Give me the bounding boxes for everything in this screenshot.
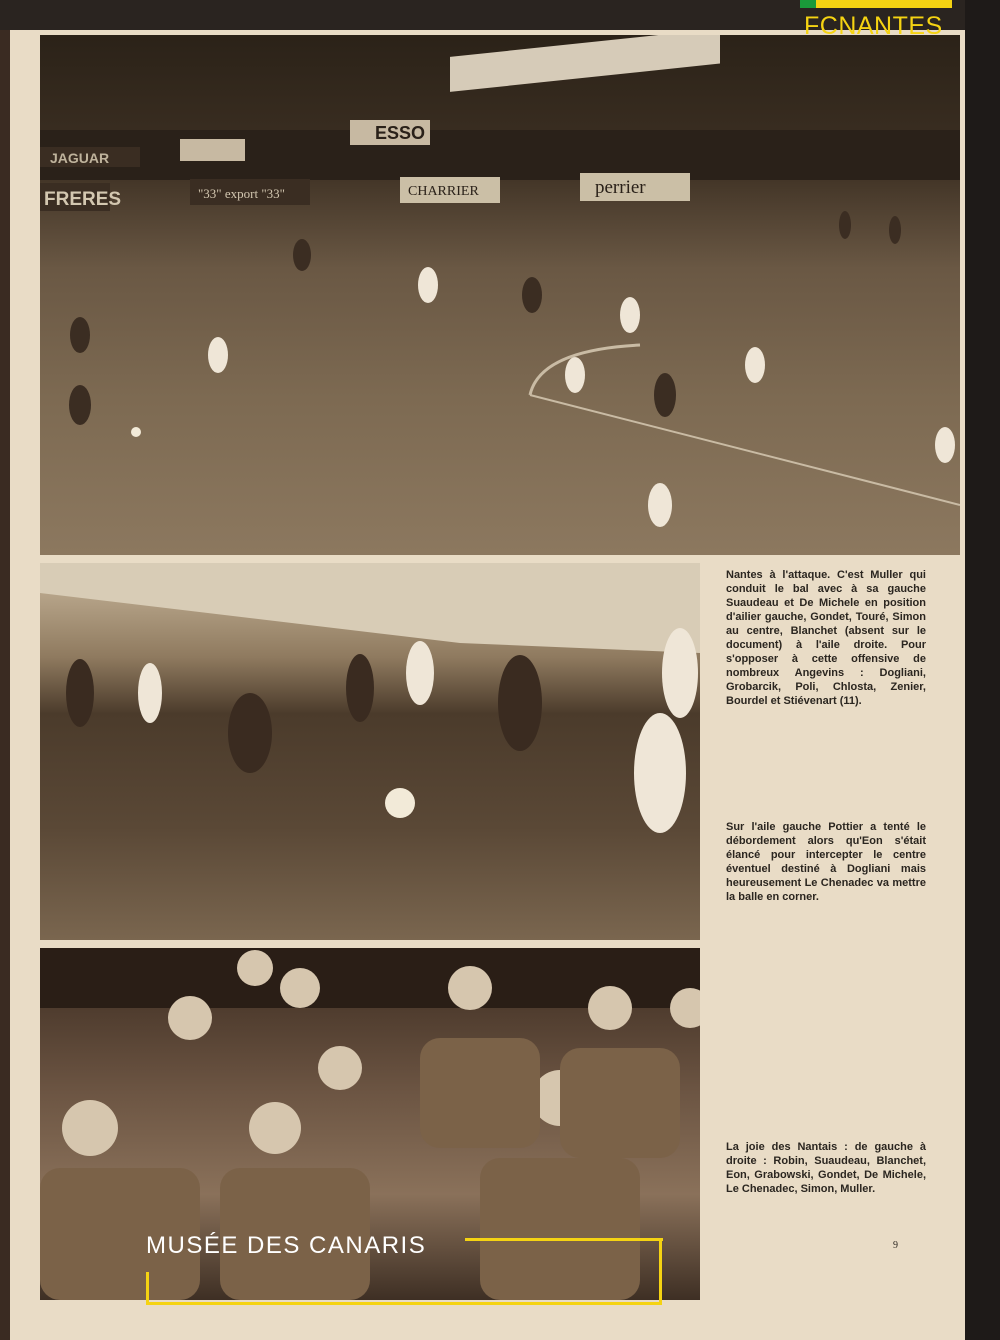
watermark-frame-top: [465, 1238, 663, 1241]
caption-team-joy: La joie des Nantais : de gauche à droite : Robin, Suaudeau, Blanchet, Eon, Grabowski, Gondet, De Michele, Le Chenadec, Simon, Muller.: [726, 1141, 926, 1195]
watermark-text: MUSÉE DES CANARIS: [146, 1232, 427, 1259]
logo-text: FCNANTES: [804, 12, 943, 40]
scan-border: [965, 0, 1000, 1340]
caption-attack: Nantes à l'attaque. C'est Muller qui conduit le bal avec à sa gauche Suaudeau et De Michele en position d'ailier gauche, Gondet, Touré, Simon au centre, Blanchet (absent sur le document) à l'aile droite. Pour s'opposer à cette offensive de nombreux Angevins : Dogliani, Grobarcik, Poli, Chlosta, Zenier, Bourdel et Stiévenart (11).: [726, 569, 926, 707]
page-number: 9: [893, 1240, 898, 1251]
fcnantes-logo: [800, 0, 952, 40]
stadium-match-photo: [40, 35, 960, 555]
board-freres-text: FRERES: [44, 189, 122, 210]
board-33-text: "33" export "33": [198, 186, 285, 201]
goal-action-photo: [40, 563, 700, 940]
logo-color-bar: [800, 0, 952, 8]
board-charrier-text: CHARRIER: [408, 184, 479, 199]
board-perrier-text: perrier: [595, 177, 646, 198]
caption-left-wing: Sur l'aile gauche Pottier a tenté le débordement alors qu'Eon s'était élancé pour intercepter le centre éventuel destiné à Dogliani mais heureusement Le Chenadec va mettre la balle en corner.: [726, 821, 926, 903]
watermark-frame-left: [146, 1272, 149, 1305]
board-esso-text: ESSO: [375, 123, 426, 143]
board-jaguar-text: JAGUAR: [50, 150, 110, 166]
